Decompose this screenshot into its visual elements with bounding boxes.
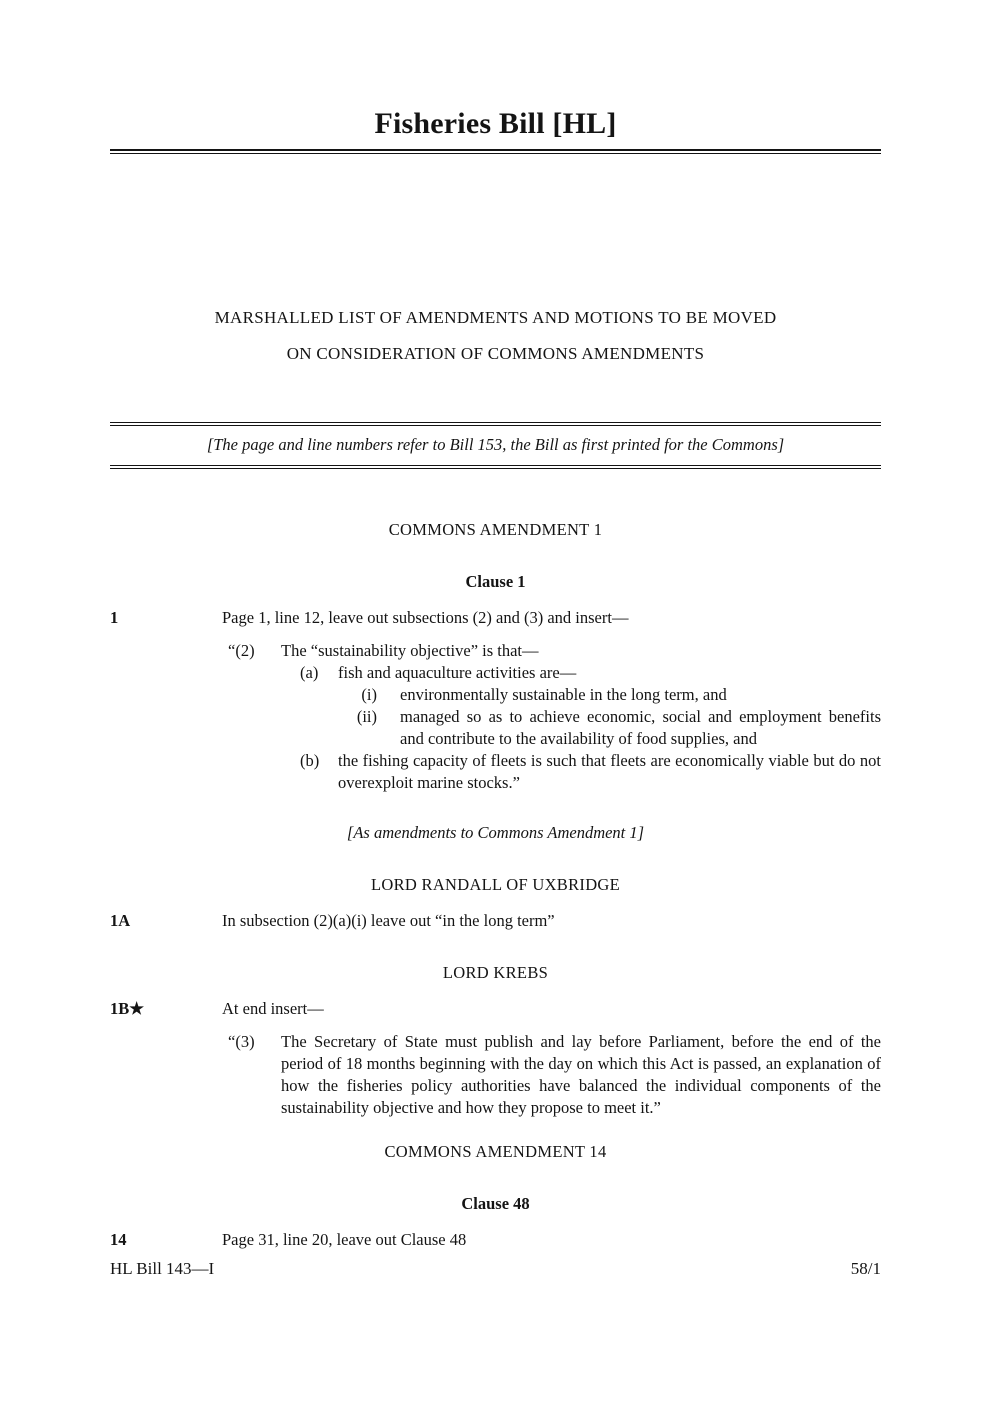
amendment-1-instruction: Page 1, line 12, leave out subsections (2) and (3) and insert—: [222, 608, 629, 627]
footer-page-marker: 58/1: [850, 1259, 881, 1278]
paragraph-a-label: (a): [300, 663, 319, 682]
clause-48-heading: Clause 48: [461, 1194, 530, 1213]
paragraph-a-text: fish and aquaculture activities are—: [338, 663, 577, 682]
paragraph-b-label: (b): [300, 751, 320, 770]
amendment-1A-instruction: In subsection (2)(a)(i) leave out “in the long term”: [222, 911, 555, 930]
amendment-1B: [110, 998, 881, 1119]
amendment-14-instruction: Page 31, line 20, leave out Clause 48: [222, 1230, 467, 1249]
subparagraph-ii-text: managed so as to achieve economic, social and employment benefits and contribute to the availability of food supplies, and: [400, 707, 881, 748]
amendment-1A-number: 1A: [110, 911, 131, 930]
marshalled-list-heading: [110, 300, 881, 372]
note-bottom-rule: [110, 465, 881, 469]
amendment-1B-body: [222, 998, 881, 1119]
marshalled-heading-line2: ON CONSIDERATION OF COMMONS AMENDMENTS: [286, 344, 705, 363]
reference-note-text: [The page and line numbers refer to Bill 153, the Bill as first printed for the Commons]: [206, 435, 785, 454]
amendment-14-number: 14: [110, 1230, 127, 1249]
bill-title: Fisheries Bill [HL]: [374, 107, 617, 140]
subparagraph-i-label: (i): [361, 685, 377, 704]
paragraph-b-row: [300, 750, 881, 794]
as-amendments-note: [As amendments to Commons Amendment 1]: [346, 823, 645, 842]
amendment-14-body: [222, 1229, 881, 1251]
subparagraph-i-text: environmentally sustainable in the long term, and: [400, 685, 727, 704]
subsection-2-label: “(2): [228, 641, 255, 660]
page-footer: [110, 1258, 881, 1280]
amendment-1A: [110, 910, 881, 932]
subsection-2-text: The “sustainability objective” is that—: [281, 641, 539, 660]
paragraph-b-text: the fishing capacity of fleets is such that fleets are economically viable but do not overexploit marine stocks.”: [338, 751, 881, 792]
subparagraph-ii-row: [338, 706, 881, 750]
amendment-1-number: 1: [110, 608, 119, 627]
subparagraph-ii-label: (ii): [356, 707, 377, 726]
subsection-3-label: “(3): [228, 1032, 255, 1051]
page-content: [0, 106, 991, 1251]
amendment-1B-number: 1B★: [110, 999, 145, 1018]
title-double-rule: [110, 149, 881, 154]
paragraph-a-row: [300, 662, 881, 684]
subparagraph-i-row: [338, 684, 881, 706]
footer-bill-reference: HL Bill 143—I: [110, 1259, 215, 1278]
amendment-1A-body: [222, 910, 881, 932]
commons-amendment-14-heading: COMMONS AMENDMENT 14: [384, 1142, 607, 1161]
amendment-14: [110, 1229, 881, 1251]
amendment-1: [110, 607, 881, 794]
amendment-1-body: [222, 607, 881, 794]
subsection-2-row: [222, 640, 881, 662]
reference-note-box: [110, 422, 881, 469]
marshalled-heading-line1: MARSHALLED LIST OF AMENDMENTS AND MOTIONS TO BE MOVED: [214, 308, 777, 327]
mover-lord-randall: LORD RANDALL OF UXBRIDGE: [370, 875, 621, 894]
mover-lord-krebs: LORD KREBS: [442, 963, 549, 982]
subsection-3-row: [222, 1031, 881, 1119]
commons-amendment-1-heading: COMMONS AMENDMENT 1: [388, 520, 603, 539]
amendment-1B-instruction: At end insert—: [222, 999, 324, 1018]
clause-1-heading: Clause 1: [465, 572, 526, 591]
subsection-3-text: The Secretary of State must publish and lay before Parliament, before the end of the period of 18 months beginning with the day on which this Act is passed, an explanation of how the fisheries policy authorities have balanced the individual components of the sustainability objective and how they propose to meet it.”: [281, 1032, 881, 1117]
